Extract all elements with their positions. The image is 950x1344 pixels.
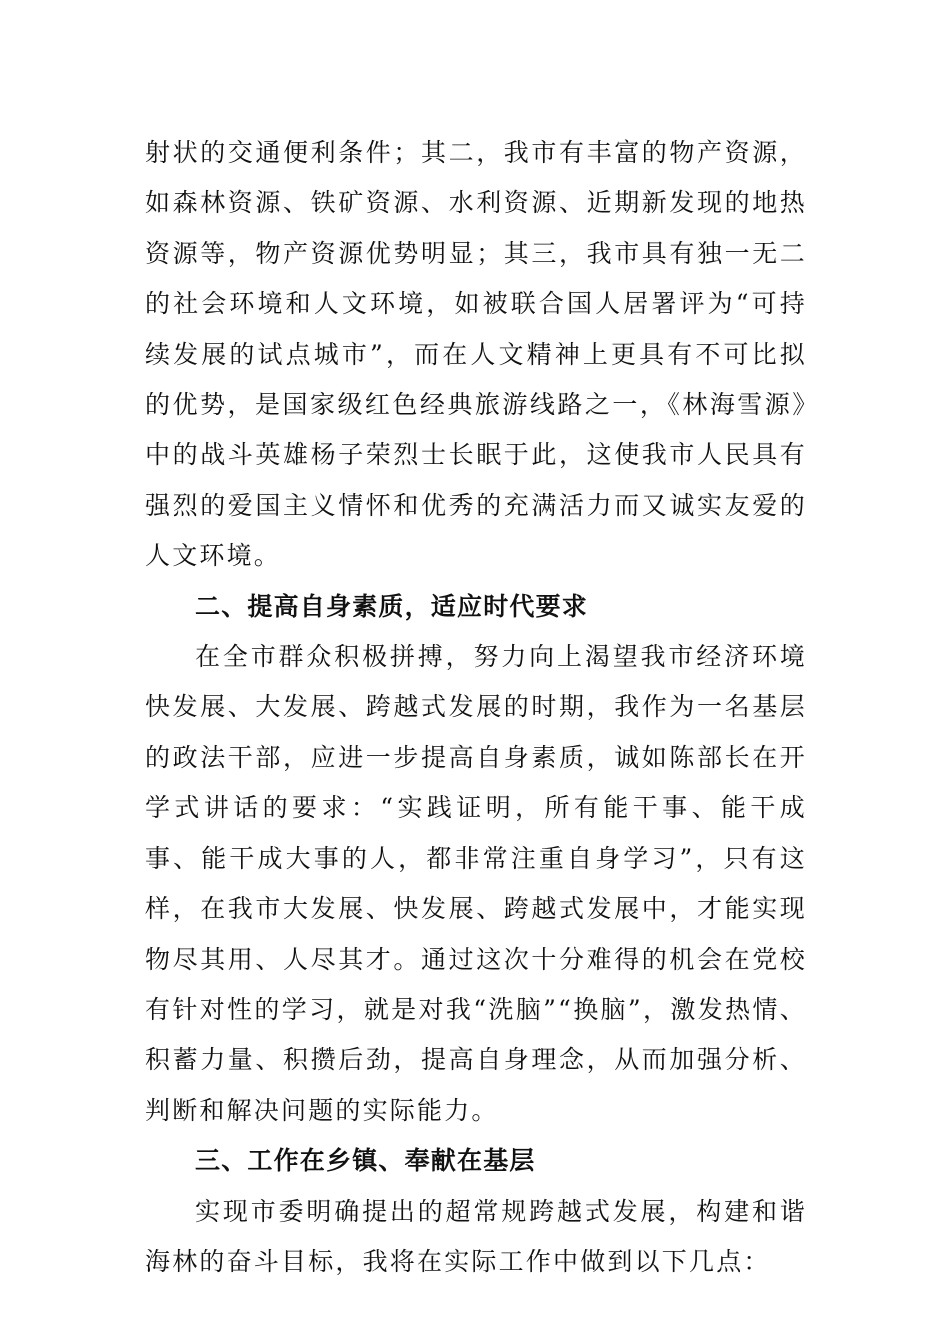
paragraph-body: 在全市群众积极拼搏，努力向上渴望我市经济环境快发展、大发展、跨越式发展的时期，我作为一名基层的政法干部，应进一步提高自身素质，诚如陈部长在开学式讲话的要求：“实践证明，所有能干事、能干成事、能干成大事的人，都非常注重自身学习”，只有这样，在我市大发展、快发展、跨越式发展中，才能实现物尽其用、人尽其才。通过这次十分难得的机会在党校有针对性的学习，就是对我“洗脑”“换脑”，激发热情、积蓄力量、积攒后劲，提高自身理念，从而加强分析、判断和解决问题的实际能力。	[145, 642, 807, 1125]
section-heading-2: 二、提高自身素质，适应时代要求	[195, 591, 589, 621]
document-body	[145, 128, 807, 1287]
paragraph-continuation: 射状的交通便利条件；其二，我市有丰富的物产资源，如森林资源、铁矿资源、水利资源、近期新发现的地热资源等，物产资源优势明显；其三，我市具有独一无二的社会环境和人文环境，如被联合国人居署评为“可持续发展的试点城市”，而在人文精神上更具有不可比拟的优势，是国家级红色经典旅游线路之一，《林海雪源》中的战斗英雄杨子荣烈士长眠于此，这使我市人民具有强烈的爱国主义情怀和优秀的充满活力而又诚实友爱的人文环境。	[145, 138, 807, 571]
section-heading-3: 三、工作在乡镇、奉献在基层	[195, 1146, 536, 1176]
paragraph-body: 实现市委明确提出的超常规跨越式发展，构建和谐海林的奋斗目标，我将在实际工作中做到以下几点：	[145, 1196, 807, 1276]
